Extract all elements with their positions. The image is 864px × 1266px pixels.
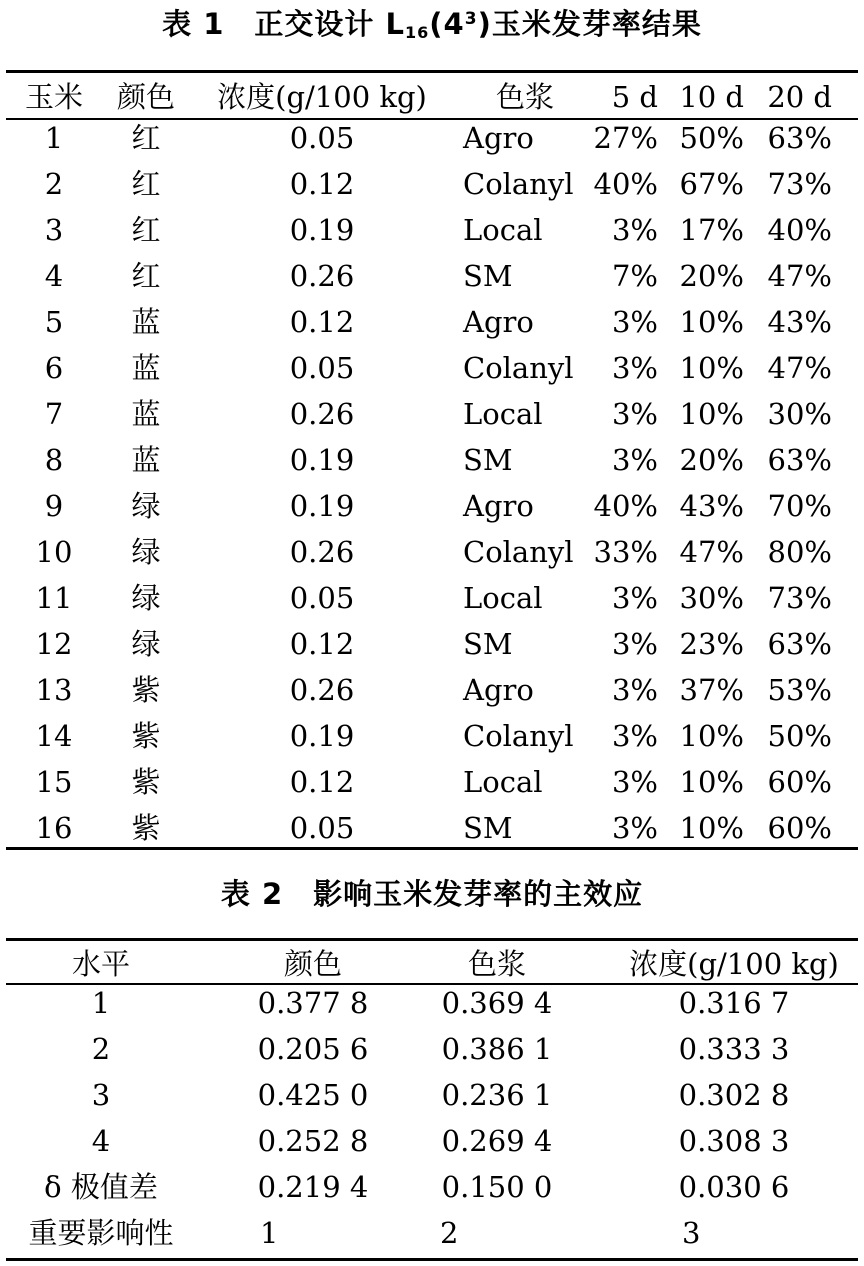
- col-color-cell: 红: [131, 167, 161, 201]
- col-paste-cell: 0.150 0: [441, 1170, 553, 1204]
- col-20d-cell: 47%: [767, 351, 832, 385]
- col-level-cell: 水平: [71, 947, 130, 981]
- col-color-cell: 绿: [131, 489, 161, 523]
- col-20d-cell: 70%: [767, 489, 832, 523]
- col-5d-cell: 3%: [611, 213, 658, 247]
- col-20d-cell: 63%: [767, 627, 832, 661]
- table-row: [0, 345, 864, 391]
- col-10d-cell: 23%: [679, 627, 744, 661]
- col-20d-cell: 63%: [767, 121, 832, 155]
- col-concentration-cell: 0.316 7: [678, 986, 790, 1020]
- table1-title: 表 1 正交设计 $L_{16}(4^3)$玉米发芽率结果: [162, 7, 702, 42]
- col-number-cell: 10: [35, 535, 73, 569]
- col-20d-cell: 80%: [767, 535, 832, 569]
- table-row: [0, 437, 864, 483]
- col-10d-cell: 10%: [679, 765, 744, 799]
- col-10d-cell: 17%: [679, 213, 744, 247]
- col-concentration-cell: 0.12: [289, 305, 355, 339]
- col-concentration-cell: 浓度(g/100 kg): [629, 947, 839, 981]
- table-row: [0, 207, 864, 253]
- col-10d-cell: 10%: [679, 305, 744, 339]
- col-number-cell: 13: [35, 673, 73, 707]
- col-level-cell: 重要影响性: [28, 1216, 174, 1250]
- col-5d-cell: 3%: [611, 765, 658, 799]
- col-concentration-cell: 0.19: [289, 213, 355, 247]
- col-20d-cell: 73%: [767, 167, 832, 201]
- col-5d-cell: 3%: [611, 719, 658, 753]
- table2-title: 表 2 影响玉米发芽率的主效应: [220, 877, 644, 911]
- table-row: [0, 391, 864, 437]
- col-5d-cell: 3%: [611, 351, 658, 385]
- col-color-cell: 紫: [131, 765, 161, 799]
- col-10d-cell: 10%: [679, 351, 744, 385]
- col-concentration-cell: 0.333 3: [678, 1032, 790, 1066]
- table1-header-row: [0, 74, 864, 120]
- col-5d-cell: 27%: [593, 121, 658, 155]
- col-paste-cell: 色浆: [495, 80, 554, 114]
- col-paste-cell: Colanyl: [463, 719, 574, 753]
- col-concentration-cell: 0.302 8: [678, 1078, 790, 1112]
- table-row: [0, 713, 864, 759]
- table-row: [0, 667, 864, 713]
- col-paste-cell: SM: [463, 259, 513, 293]
- table-row: [0, 621, 864, 667]
- col-concentration-cell: 0.05: [289, 581, 355, 615]
- col-paste-cell: 0.369 4: [441, 986, 553, 1020]
- col-20d-cell: 43%: [767, 305, 832, 339]
- col-concentration-cell: 0.26: [289, 397, 355, 431]
- col-paste-cell: Agro: [463, 673, 534, 707]
- col-5d-cell: 33%: [593, 535, 658, 569]
- col-number-cell: 14: [35, 719, 73, 753]
- col-20d-cell: 50%: [767, 719, 832, 753]
- col-20d-cell: 60%: [767, 811, 832, 845]
- col-color-cell: 蓝: [131, 397, 161, 431]
- col-level-cell: δ 极值差: [44, 1170, 158, 1204]
- col-paste-cell: Agro: [463, 489, 534, 523]
- col-concentration-cell: 0.030 6: [678, 1170, 790, 1204]
- col-10d-cell: 10%: [679, 719, 744, 753]
- col-number-cell: 4: [44, 259, 64, 293]
- col-number-cell: 1: [44, 121, 64, 155]
- col-color-cell: 红: [131, 213, 161, 247]
- col-color-cell: 蓝: [131, 443, 161, 477]
- table-row: [0, 1026, 864, 1072]
- col-paste-cell: Colanyl: [463, 535, 574, 569]
- col-10d-cell: 50%: [679, 121, 744, 155]
- col-concentration-cell: 0.05: [289, 811, 355, 845]
- table-row: [0, 299, 864, 345]
- col-concentration-cell: 0.19: [289, 719, 355, 753]
- col-color-cell: 紫: [131, 673, 161, 707]
- table2-bottom-rule: [6, 1258, 858, 1261]
- col-20d-cell: 73%: [767, 581, 832, 615]
- col-20d-cell: 60%: [767, 765, 832, 799]
- col-concentration-cell: 0.12: [289, 167, 355, 201]
- col-concentration-cell: 0.05: [289, 351, 355, 385]
- col-paste-cell: Local: [463, 213, 543, 247]
- col-number-cell: 12: [35, 627, 73, 661]
- col-5d-cell: 7%: [611, 259, 658, 293]
- col-paste-cell: Colanyl: [463, 351, 574, 385]
- col-10d-cell: 37%: [679, 673, 744, 707]
- table-row: [0, 759, 864, 805]
- col-color-cell: 0.205 6: [257, 1032, 369, 1066]
- col-10d-cell: 20%: [679, 443, 744, 477]
- col-10d-cell: 20%: [679, 259, 744, 293]
- col-paste-cell: 0.269 4: [441, 1124, 553, 1158]
- table-row: [0, 529, 864, 575]
- table-row: [0, 1164, 864, 1210]
- col-paste-cell: SM: [463, 443, 513, 477]
- col-concentration-cell: 3: [682, 1216, 701, 1250]
- col-color-cell: 绿: [131, 535, 161, 569]
- table-row: [0, 1072, 864, 1118]
- col-color-cell: 蓝: [131, 305, 161, 339]
- col-color-cell: 0.377 8: [257, 986, 369, 1020]
- col-5d-cell: 3%: [611, 673, 658, 707]
- col-paste-cell: 0.236 1: [441, 1078, 553, 1112]
- col-level-cell: 2: [91, 1032, 111, 1066]
- col-5d-cell: 40%: [593, 489, 658, 523]
- col-concentration-cell: 0.26: [289, 535, 355, 569]
- col-concentration-cell: 0.12: [289, 765, 355, 799]
- col-5d-cell: 3%: [611, 581, 658, 615]
- col-5d-cell: 3%: [611, 443, 658, 477]
- col-paste-cell: SM: [463, 627, 513, 661]
- col-5d-cell: 3%: [611, 305, 658, 339]
- col-10d-cell: 67%: [679, 167, 744, 201]
- col-10d-cell: 10 d: [679, 80, 744, 114]
- col-number-cell: 9: [44, 489, 64, 523]
- col-color-cell: 颜色: [283, 947, 342, 981]
- col-paste-cell: Agro: [463, 305, 534, 339]
- col-5d-cell: 5 d: [611, 80, 658, 114]
- table-row: [0, 1210, 864, 1256]
- col-10d-cell: 30%: [679, 581, 744, 615]
- table-row: [0, 483, 864, 529]
- col-paste-cell: Colanyl: [463, 167, 574, 201]
- col-concentration-cell: 0.19: [289, 443, 355, 477]
- table-row: [0, 1118, 864, 1164]
- col-concentration-cell: 0.19: [289, 489, 355, 523]
- col-color-cell: 0.425 0: [257, 1078, 369, 1112]
- col-20d-cell: 47%: [767, 259, 832, 293]
- col-20d-cell: 20 d: [767, 80, 832, 114]
- col-10d-cell: 43%: [679, 489, 744, 523]
- col-number-cell: 6: [44, 351, 64, 385]
- col-color-cell: 紫: [131, 719, 161, 753]
- col-color-cell: 红: [131, 121, 161, 155]
- col-paste-cell: Local: [463, 397, 543, 431]
- col-10d-cell: 47%: [679, 535, 744, 569]
- col-5d-cell: 3%: [611, 811, 658, 845]
- col-number-cell: 11: [35, 581, 73, 615]
- col-number-cell: 8: [44, 443, 64, 477]
- col-paste-cell: 2: [440, 1216, 459, 1250]
- col-concentration-cell: 0.12: [289, 627, 355, 661]
- col-paste-cell: 0.386 1: [441, 1032, 553, 1066]
- col-color-cell: 0.219 4: [257, 1170, 369, 1204]
- table-row: [0, 575, 864, 621]
- col-paste-cell: SM: [463, 811, 513, 845]
- col-20d-cell: 30%: [767, 397, 832, 431]
- col-number-cell: 7: [44, 397, 64, 431]
- col-concentration-cell: 0.05: [289, 121, 355, 155]
- col-color-cell: 红: [131, 259, 161, 293]
- table1-top-rule: [6, 70, 858, 73]
- col-concentration-cell: 0.26: [289, 673, 355, 707]
- col-color-cell: 蓝: [131, 351, 161, 385]
- table1-bottom-rule: [6, 847, 858, 850]
- col-concentration-cell: 0.26: [289, 259, 355, 293]
- col-concentration-cell: 浓度(g/100 kg): [217, 80, 427, 114]
- col-paste-cell: Local: [463, 765, 543, 799]
- table-row: [0, 805, 864, 851]
- col-10d-cell: 10%: [679, 811, 744, 845]
- col-level-cell: 4: [91, 1124, 111, 1158]
- col-color-cell: 紫: [131, 811, 161, 845]
- col-color-cell: 颜色: [116, 80, 175, 114]
- col-paste-cell: 色浆: [467, 947, 526, 981]
- col-concentration-cell: 0.308 3: [678, 1124, 790, 1158]
- col-color-cell: 0.252 8: [257, 1124, 369, 1158]
- table-row: [0, 980, 864, 1026]
- col-5d-cell: 3%: [611, 397, 658, 431]
- col-number-cell: 15: [35, 765, 73, 799]
- col-number-cell: 3: [44, 213, 64, 247]
- col-20d-cell: 63%: [767, 443, 832, 477]
- col-20d-cell: 53%: [767, 673, 832, 707]
- col-10d-cell: 10%: [679, 397, 744, 431]
- col-color-cell: 绿: [131, 581, 161, 615]
- col-level-cell: 1: [91, 986, 111, 1020]
- col-number-cell: 玉米: [24, 80, 83, 114]
- col-number-cell: 5: [44, 305, 64, 339]
- col-5d-cell: 40%: [593, 167, 658, 201]
- col-color-cell: 1: [260, 1216, 279, 1250]
- col-number-cell: 2: [44, 167, 64, 201]
- col-number-cell: 16: [35, 811, 73, 845]
- table-row: [0, 115, 864, 161]
- table-row: [0, 253, 864, 299]
- col-paste-cell: Agro: [463, 121, 534, 155]
- col-paste-cell: Local: [463, 581, 543, 615]
- col-20d-cell: 40%: [767, 213, 832, 247]
- col-color-cell: 绿: [131, 627, 161, 661]
- col-level-cell: 3: [91, 1078, 111, 1112]
- col-5d-cell: 3%: [611, 627, 658, 661]
- table-row: [0, 161, 864, 207]
